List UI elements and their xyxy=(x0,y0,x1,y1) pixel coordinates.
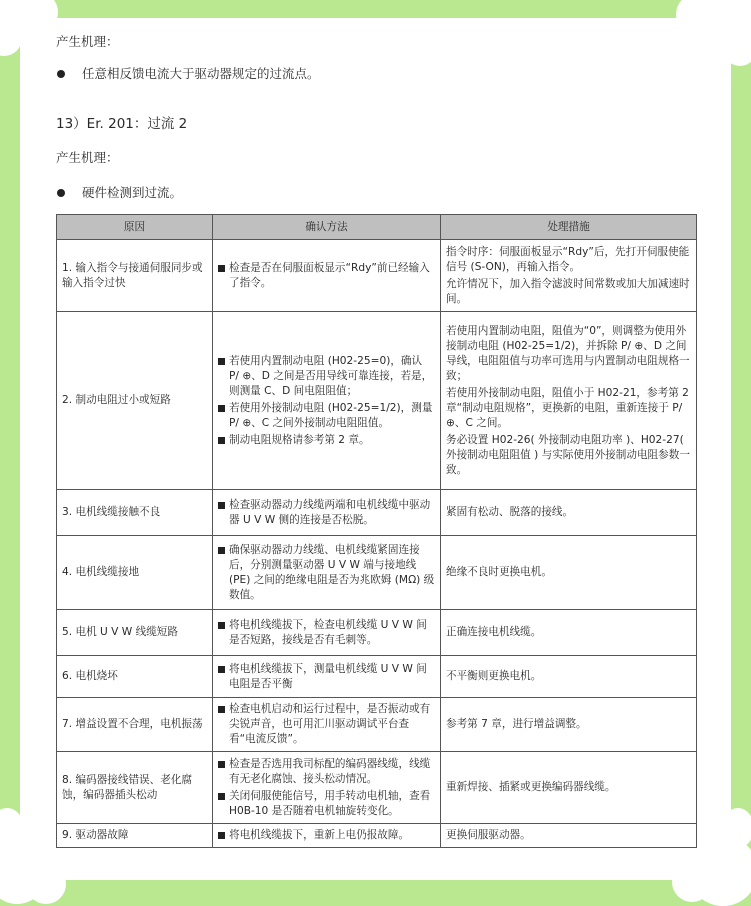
method-cell xyxy=(213,240,441,312)
measure-cell xyxy=(441,824,697,848)
header-measure: 处理措施 xyxy=(441,215,697,240)
cause-cell: 1. 输入指令与接通伺服同步或输入指令过快 xyxy=(57,240,213,312)
method-text: 检查是否在伺服面板显示“Rdy”前已经输入了指令。 xyxy=(229,261,430,289)
measure-cell xyxy=(441,698,697,752)
measure-text: 不平衡则更换电机。 xyxy=(446,670,542,682)
method-item xyxy=(218,828,435,843)
measure-cell xyxy=(441,752,697,824)
method-item xyxy=(218,662,435,692)
method-text: 确保驱动器动力线缆、电机线缆紧固连接后，分别测量驱动器 U V W 端与接地线 (PE) 之间的绝缘电阻是否为兆欧姆 (MΩ) 级数值。 xyxy=(229,543,435,601)
measure-text: 正确连接电机线缆。 xyxy=(446,626,542,638)
table-row xyxy=(57,536,697,610)
method-text: 制动电阻规格请参考第 2 章。 xyxy=(229,433,370,446)
square-bullet-icon xyxy=(218,706,225,713)
square-bullet-icon xyxy=(218,622,225,629)
method-item xyxy=(218,354,435,399)
measure-cell xyxy=(441,610,697,656)
square-bullet-icon xyxy=(218,547,225,554)
method-text: 关闭伺服使能信号，用手转动电机轴，查看 H0B-10 是否随着电机轴旋转变化。 xyxy=(229,789,431,817)
method-text: 检查驱动器动力线缆两端和电机线缆中驱动器 U V W 侧的连接是否松脱。 xyxy=(229,498,431,526)
method-item xyxy=(218,702,435,747)
mechanism-label-1: 产生机理： xyxy=(56,34,119,49)
method-cell xyxy=(213,824,441,848)
table-header-row xyxy=(57,215,697,240)
cause-cell: 2. 制动电阻过小或短路 xyxy=(57,312,213,490)
method-text: 检查是否选用我司标配的编码器线缆，线缆有无老化腐蚀、接头松动情况。 xyxy=(229,757,431,785)
method-item xyxy=(218,498,435,528)
table-row xyxy=(57,490,697,536)
method-cell xyxy=(213,656,441,698)
measure-text: 绝缘不良时更换电机。 xyxy=(446,566,552,578)
measure-cell xyxy=(441,312,697,490)
square-bullet-icon xyxy=(218,358,225,365)
section-heading: 13）Er. 201：过流 2 xyxy=(56,116,188,132)
method-item xyxy=(218,401,435,431)
measure-cell xyxy=(441,240,697,312)
header-cause: 原因 xyxy=(57,215,213,240)
method-item xyxy=(218,261,435,291)
table-row xyxy=(57,752,697,824)
measure-text: 若使用外接制动电阻，阻值小于 H02-21，参考第 2 章“制动电阻规格”，更换新的电阻，重新连接于 P/ ⊕、C 之间。 xyxy=(446,386,689,429)
square-bullet-icon xyxy=(218,437,225,444)
square-bullet-icon xyxy=(218,761,225,768)
bullet-dot xyxy=(57,70,65,78)
measure-cell xyxy=(441,536,697,610)
measure-text: 务必设置 H02-26( 外接制动电阻功率 )、H02-27( 外接制动电阻阻值 ) 与实际使用外接制动电阻参数一致。 xyxy=(446,433,690,476)
measure-text: 指令时序：伺服面板显示“Rdy”后，先打开伺服使能信号 (S-ON)，再输入指令。 xyxy=(446,245,690,273)
mechanism-text-2: 硬件检测到过流。 xyxy=(82,185,183,200)
method-text: 若使用内置制动电阻 (H02-25=0)，确认 P/ ⊕、D 之间是否用导线可靠连接，若是，则测量 C、D 间电阻阻值； xyxy=(229,354,433,397)
measure-cell xyxy=(441,490,697,536)
table-row xyxy=(57,610,697,656)
table-row xyxy=(57,312,697,490)
cause-cell: 6. 电机烧坏 xyxy=(57,656,213,698)
method-item xyxy=(218,789,435,819)
table-row xyxy=(57,698,697,752)
table-row xyxy=(57,240,697,312)
method-item xyxy=(218,433,435,448)
method-text: 将电机线缆拔下，测量电机线缆 U V W 间电阻是否平衡 xyxy=(229,662,427,690)
mechanism-label-2: 产生机理： xyxy=(56,150,119,165)
document-page xyxy=(20,18,731,880)
method-cell xyxy=(213,610,441,656)
header-method: 确认方法 xyxy=(213,215,441,240)
method-text: 检查电机启动和运行过程中，是否振动或有尖锐声音，也可用汇川驱动调试平台查看“电流反馈”。 xyxy=(229,703,431,745)
measure-text: 紧固有松动、脱落的接线。 xyxy=(446,506,574,518)
mechanism-text-1: 任意相反馈电流大于驱动器规定的过流点。 xyxy=(82,66,320,81)
measure-text: 允许情况下，加入指令滤波时间常数或加大加减速时间。 xyxy=(446,277,690,305)
table-row xyxy=(57,824,697,848)
cause-cell: 7. 增益设置不合理，电机振荡 xyxy=(57,698,213,752)
measure-text: 更换伺服驱动器。 xyxy=(446,829,531,841)
method-cell xyxy=(213,752,441,824)
method-cell xyxy=(213,490,441,536)
method-cell xyxy=(213,312,441,490)
table-row xyxy=(57,656,697,698)
square-bullet-icon xyxy=(218,832,225,839)
method-cell xyxy=(213,536,441,610)
measure-cell xyxy=(441,656,697,698)
bullet-dot xyxy=(57,189,65,197)
square-bullet-icon xyxy=(218,265,225,272)
square-bullet-icon xyxy=(218,793,225,800)
method-item xyxy=(218,543,435,603)
method-text: 将电机线缆拔下，检查电机线缆 U V W 间是否短路，接线是否有毛刺等。 xyxy=(229,618,427,646)
method-item xyxy=(218,757,435,787)
fault-table xyxy=(56,214,697,848)
method-cell xyxy=(213,698,441,752)
cause-cell: 5. 电机 U V W 线缆短路 xyxy=(57,610,213,656)
measure-text: 参考第 7 章，进行增益调整。 xyxy=(446,718,587,730)
cause-cell: 8. 编码器接线错误、老化腐蚀，编码器插头松动 xyxy=(57,752,213,824)
square-bullet-icon xyxy=(218,502,225,509)
method-item xyxy=(218,618,435,648)
cause-cell: 3. 电机线缆接触不良 xyxy=(57,490,213,536)
measure-text: 若使用内置制动电阻，阻值为“0”，则调整为使用外接制动电阻 (H02-25=1/2)，并拆除 P/ ⊕、D 之间导线，电阻阻值与功率可选用与内置制动电阻规格一致； xyxy=(446,324,690,382)
cause-cell: 4. 电机线缆接地 xyxy=(57,536,213,610)
method-text: 将电机线缆拔下，重新上电仍报故障。 xyxy=(229,829,410,841)
cause-cell: 9. 驱动器故障 xyxy=(57,824,213,848)
square-bullet-icon xyxy=(218,405,225,412)
method-text: 若使用外接制动电阻 (H02-25=1/2)，测量 P/ ⊕、C 之间外接制动电阻阻值。 xyxy=(229,401,433,429)
measure-text: 重新焊接、插紧或更换编码器线缆。 xyxy=(446,781,616,793)
square-bullet-icon xyxy=(218,666,225,673)
